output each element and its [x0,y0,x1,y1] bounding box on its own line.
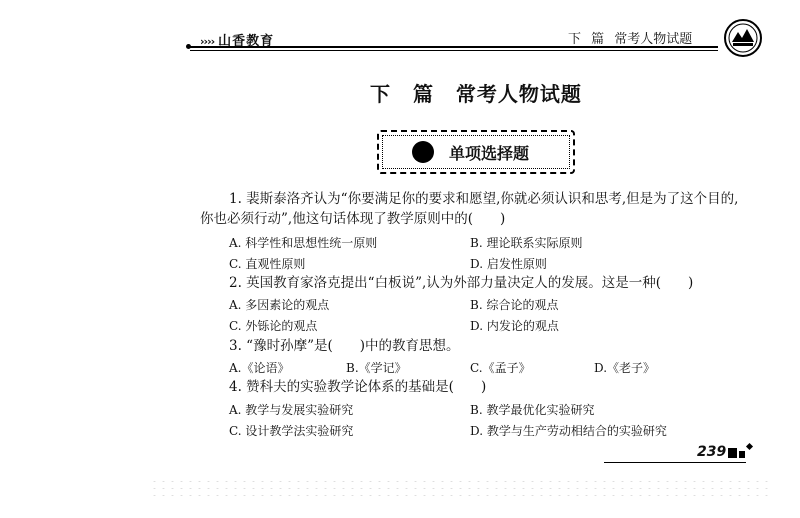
question-4-option-d: D. 教学与生产劳动相结合的实验研究 [470,424,667,438]
question-1-line-2: 你也必须行动”,他这句话体现了教学原则中的( ) [200,211,506,227]
question-1-option-b: B. 理论联系实际原则 [470,236,583,250]
section-heading-box [377,130,575,174]
page-number: 239 [697,444,727,460]
emblem-icon [723,18,763,58]
page-number-ornament-small [739,451,745,458]
question-2-option-d: D. 内发论的观点 [470,319,559,333]
question-1-line-1: 1. 裴斯泰洛齐认为“你要满足你的要求和愿望,你就必须认识和思考,但是为了这个目的, [229,191,739,207]
page-number-ornament [728,448,737,458]
bullet-icon [412,141,434,163]
header-rule-thin [190,50,718,51]
question-1-option-c: C. 直观性原则 [229,257,306,271]
question-1-option-d: D. 启发性原则 [470,257,547,271]
question-4-option-a: A. 教学与发展实验研究 [229,403,354,417]
question-4-option-c: C. 设计教学法实验研究 [229,424,354,438]
question-1-option-a: A. 科学性和思想性统一原则 [229,236,378,250]
page-title: 下 篇 常考人物试题 [370,82,582,106]
arrows-icon: ›››› [200,35,215,48]
question-4-option-b: B. 教学最优化实验研究 [470,403,595,417]
question-3-option-c: C.《孟子》 [470,361,531,375]
question-3-line-1: 3. “豫时孙摩”是( )中的教育思想。 [229,338,460,354]
scan-noise [150,478,770,498]
diamond-icon [746,443,753,450]
question-2-option-b: B. 综合论的观点 [470,298,559,312]
question-2-line-1: 2. 英国教育家洛克提出“白板说”,认为外部力量决定人的发展。这是一种( ) [229,275,694,291]
running-header-title: 下 篇 常考人物试题 [568,32,693,47]
question-2-option-a: A. 多因素论的观点 [229,298,330,312]
section-heading: 单项选择题 [449,144,530,163]
question-3-option-b: B.《学记》 [346,361,407,375]
publisher-name: 山香教育 [218,34,275,49]
question-3-option-d: D.《老子》 [594,361,656,375]
question-3-option-a: A.《论语》 [229,361,290,375]
question-2-option-c: C. 外铄论的观点 [229,319,318,333]
question-4-line-1: 4. 赞科夫的实验教学论体系的基础是( ) [229,379,487,395]
footer-rule [604,462,746,463]
